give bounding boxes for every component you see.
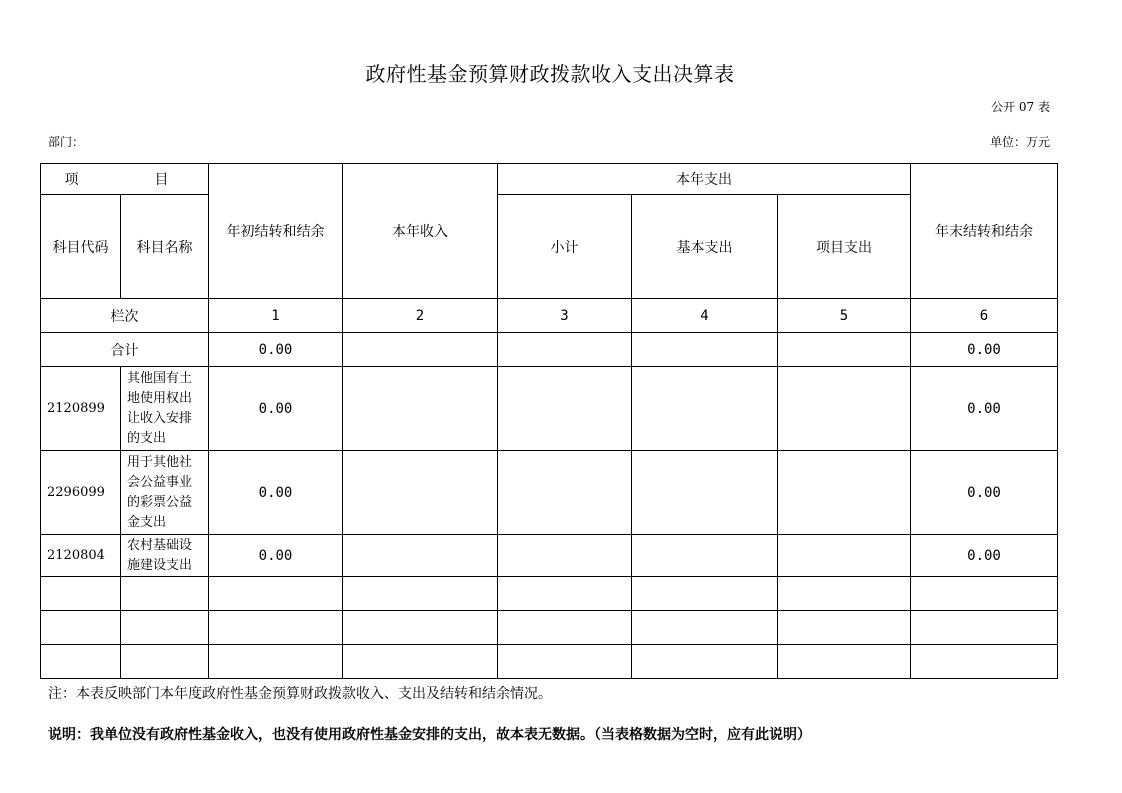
header-name: 科目名称 [121,195,209,299]
table-row [41,451,1058,535]
total-opening: 0.00 [209,333,343,367]
row-project [778,367,911,451]
total-project [778,333,911,367]
row-subtotal [498,367,632,451]
column-number: 4 [632,299,778,333]
row-project [778,451,911,535]
total-label: 合计 [41,333,209,367]
form-number: 公开 07 表 [991,100,1050,114]
total-basic [632,333,778,367]
header-subtotal: 小计 [498,195,632,299]
column-number: 5 [778,299,911,333]
row-income [343,535,498,577]
department-label: 部门： [48,135,85,149]
total-subtotal [498,333,632,367]
subject-code: 2120899 [41,367,121,451]
header-project: 项目支出 [778,195,911,299]
row-subtotal [498,451,632,535]
total-closing: 0.00 [911,333,1058,367]
empty-row [41,645,1058,679]
header-basic: 基本支出 [632,195,778,299]
column-number-label: 栏次 [41,299,209,333]
header-expenditure: 本年支出 [498,164,911,195]
subject-name: 其他国有土地使用权出让收入安排的支出 [121,367,209,451]
empty-row [41,611,1058,645]
row-closing: 0.00 [911,451,1058,535]
table-row [41,535,1058,577]
explanation: 说明：我单位没有政府性基金收入，也没有使用政府性基金安排的支出，故本表无数据。（当表格数据为空时，应有此说明） [48,727,811,743]
column-number: 1 [209,299,343,333]
row-project [778,535,911,577]
unit-label: 单位：万元 [989,135,1050,149]
page-title: 政府性基金预算财政拨款收入支出决算表 [365,62,735,86]
column-number-row [41,299,1058,333]
empty-row [41,577,1058,611]
row-opening: 0.00 [209,535,343,577]
row-opening: 0.00 [209,367,343,451]
header-income: 本年收入 [343,164,498,299]
row-income [343,367,498,451]
row-closing: 0.00 [911,535,1058,577]
table-note: 注：本表反映部门本年度政府性基金预算财政拨款收入、支出及结转和结余情况。 [48,686,552,702]
column-number: 6 [911,299,1058,333]
subject-name: 农村基础设施建设支出 [121,535,209,577]
row-basic [632,535,778,577]
subject-name: 用于其他社会公益事业的彩票公益金支出 [121,451,209,535]
table-row [41,367,1058,451]
header-opening-balance: 年初结转和结余 [209,164,343,299]
row-income [343,451,498,535]
total-income [343,333,498,367]
row-basic [632,367,778,451]
row-subtotal [498,535,632,577]
subject-code: 2296099 [41,451,121,535]
header-closing-balance: 年末结转和结余 [911,164,1058,299]
subject-code: 2120804 [41,535,121,577]
column-number: 2 [343,299,498,333]
header-code: 科目代码 [41,195,121,299]
header-item: 项 目 [41,164,209,195]
column-number: 3 [498,299,632,333]
row-opening: 0.00 [209,451,343,535]
row-closing: 0.00 [911,367,1058,451]
fund-budget-table [40,163,1058,679]
total-row [41,333,1058,367]
row-basic [632,451,778,535]
